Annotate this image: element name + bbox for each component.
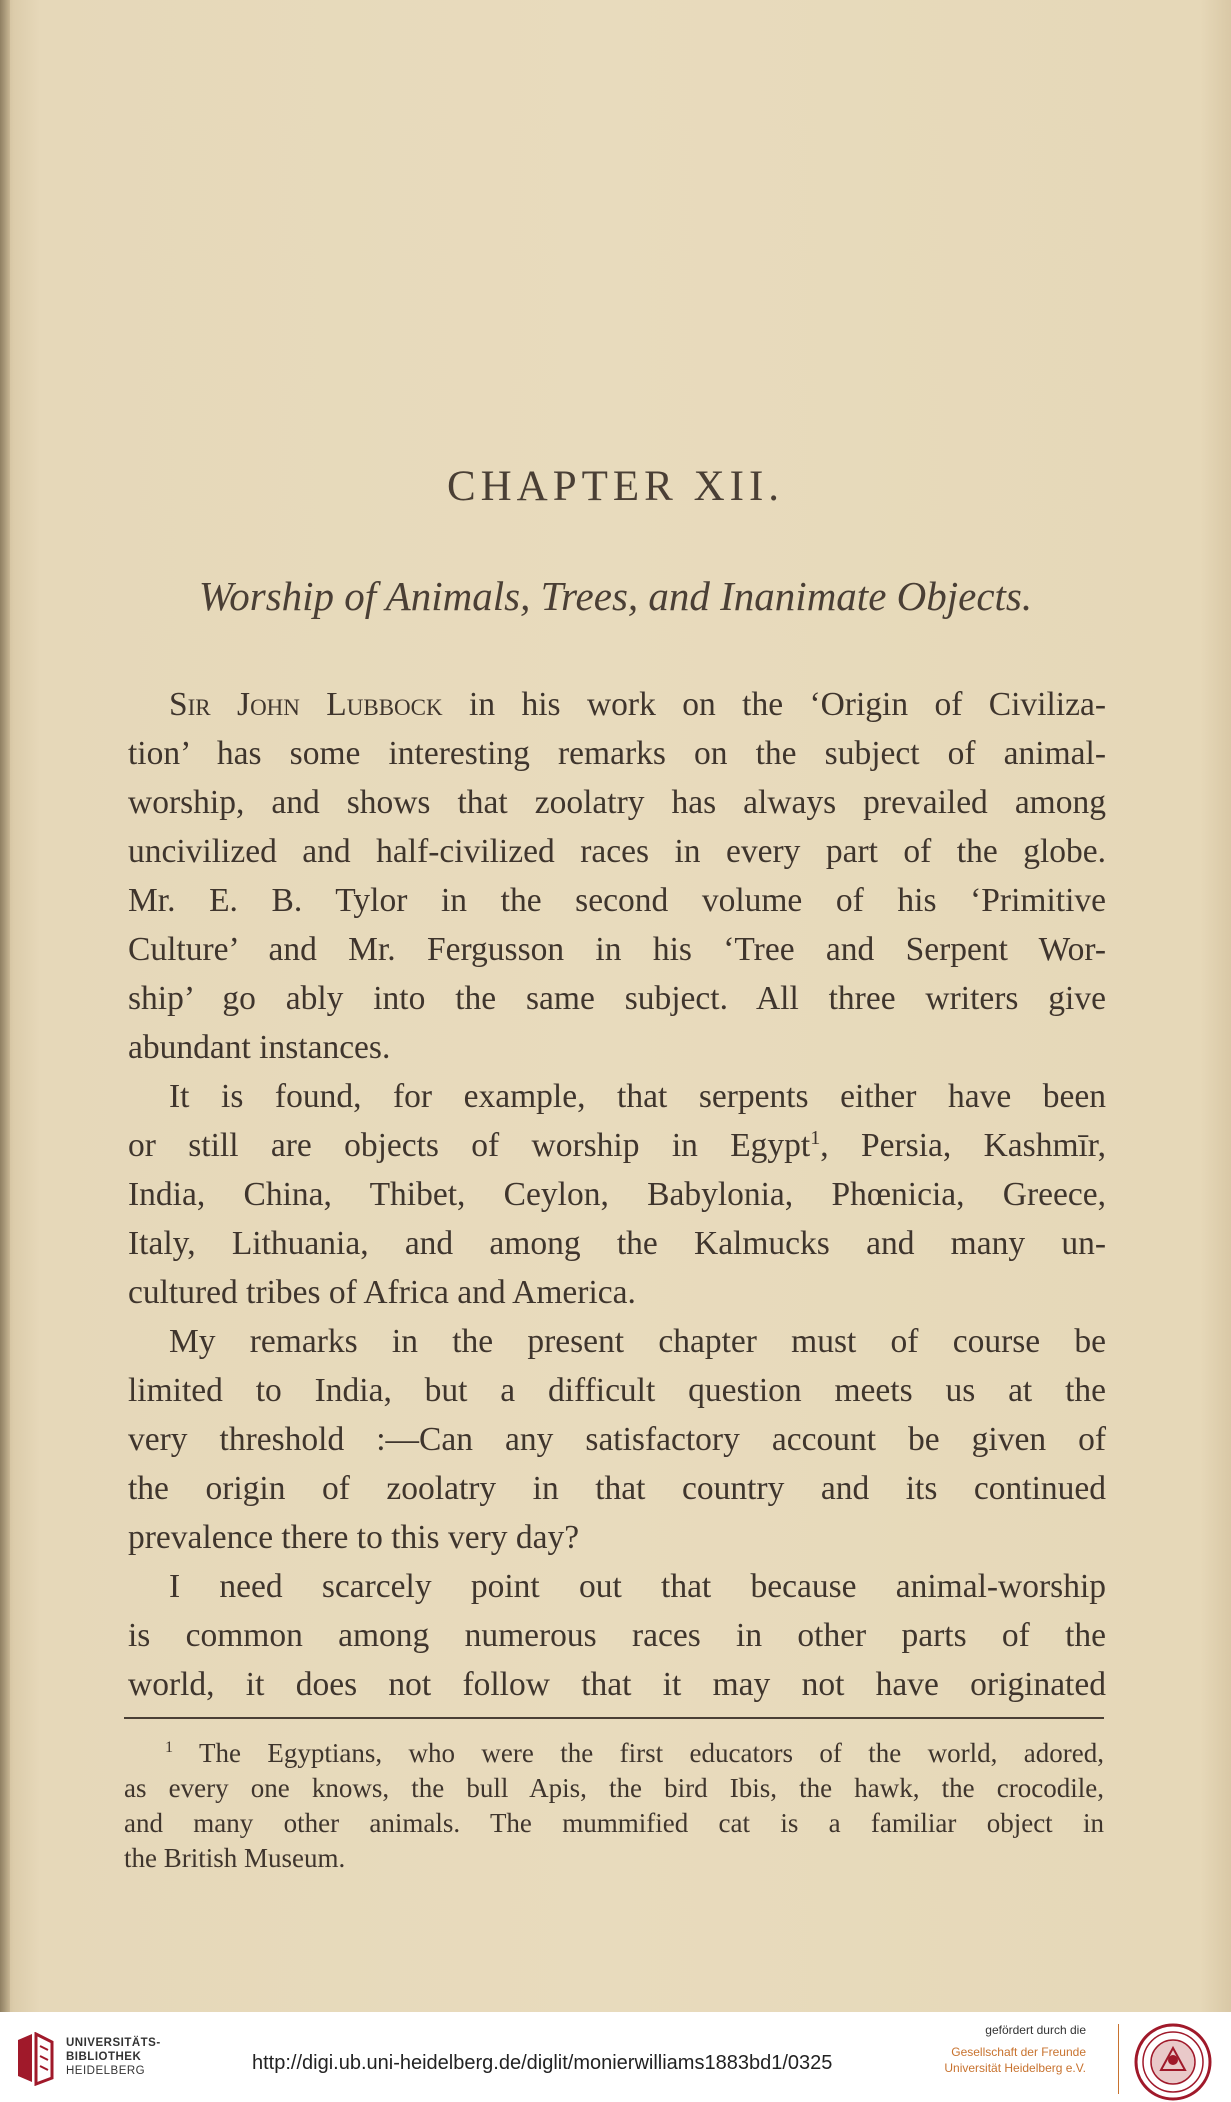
- text-line: ship’ go ably into the same subject. All three writers give: [128, 980, 1106, 1017]
- text-line: or still are objects of worship in Egypt$^1$, Persia, Kashmīr,: [128, 1126, 1106, 1164]
- footnote-line: and many other animals. The mummified cat is a familiar object in: [124, 1808, 1104, 1838]
- text-line: uncivilized and half-civilized races in every part of the globe.: [128, 833, 1106, 870]
- text-line: abundant instances.: [128, 1029, 391, 1066]
- footer-bar: [0, 2012, 1231, 2102]
- footnote-marker: 1: [165, 1738, 174, 1756]
- text-line: Culture’ and Mr. Fergusson in his ‘Tree and Serpent Wor-: [128, 931, 1106, 968]
- text-line: tion’ has some interesting remarks on the subject of animal-: [128, 735, 1106, 772]
- text-line: very threshold :—Can any satisfactory account be given of: [128, 1421, 1106, 1458]
- text-line: Sir John Lubbock in his work on the ‘Origin of Civiliza-: [169, 686, 1106, 723]
- footnote: [124, 1736, 1104, 1876]
- text-line: the origin of zoolatry in that country and its continued: [128, 1470, 1106, 1507]
- university-library-logo-icon: [14, 2032, 56, 2086]
- sponsor-org-line1: Gesellschaft der Freunde: [951, 2045, 1086, 2059]
- footnote-line: the British Museum.: [124, 1843, 346, 1873]
- author-name: Sir John Lubbock: [169, 686, 443, 723]
- text-line: Italy, Lithuania, and among the Kalmucks and many un-: [128, 1225, 1106, 1262]
- footnote-reference: 1: [810, 1126, 821, 1149]
- sponsor-label: gefördert durch die: [985, 2023, 1086, 2037]
- text-line: Mr. E. B. Tylor in the second volume of his ‘Primitive: [128, 882, 1106, 919]
- permalink-url[interactable]: http://digi.ub.uni-heidelberg.de/diglit/monierwilliams1883bd1/0325: [252, 2052, 833, 2074]
- text-line: world, it does not follow that it may not have originated: [128, 1666, 1106, 1703]
- text-line: worship, and shows that zoolatry has always prevailed among: [128, 784, 1106, 821]
- sponsor-credit: [944, 2022, 1086, 2076]
- text-line: I need scarcely point out that because animal-worship: [169, 1568, 1106, 1605]
- text-line: My remarks in the present chapter must of course be: [169, 1323, 1106, 1360]
- sponsor-org-line2: Universität Heidelberg e.V.: [944, 2061, 1086, 2075]
- footnote-divider: [124, 1717, 1104, 1719]
- footnote-line: as every one knows, the bull Apis, the bird Ibis, the hawk, the crocodile,: [124, 1773, 1104, 1803]
- text-line: limited to India, but a difficult question meets us at the: [128, 1372, 1106, 1409]
- university-seal-icon: [1133, 2022, 1213, 2102]
- body-text: [128, 680, 1106, 1709]
- text-line: India, China, Thibet, Ceylon, Babylonia, Phœnicia, Greece,: [128, 1176, 1106, 1213]
- footer-divider: [1118, 2024, 1119, 2094]
- library-name: UNIVERSITÄTS- BIBLIOTHEK HEIDELBERG: [66, 2037, 161, 2077]
- footnote-line: $^1$ The Egyptians, who were the first educators of the world, adored,: [165, 1738, 1105, 1768]
- chapter-title: CHAPTER XII.: [446, 463, 785, 510]
- text-line: prevalence there to this very day?: [128, 1519, 580, 1556]
- chapter-subtitle: Worship of Animals, Trees, and Inanimate Objects.: [198, 573, 1033, 619]
- text-line: is common among numerous races in other parts of the: [128, 1617, 1106, 1654]
- text-line: It is found, for example, that serpents either have been: [169, 1078, 1106, 1115]
- text-line: cultured tribes of Africa and America.: [128, 1274, 636, 1311]
